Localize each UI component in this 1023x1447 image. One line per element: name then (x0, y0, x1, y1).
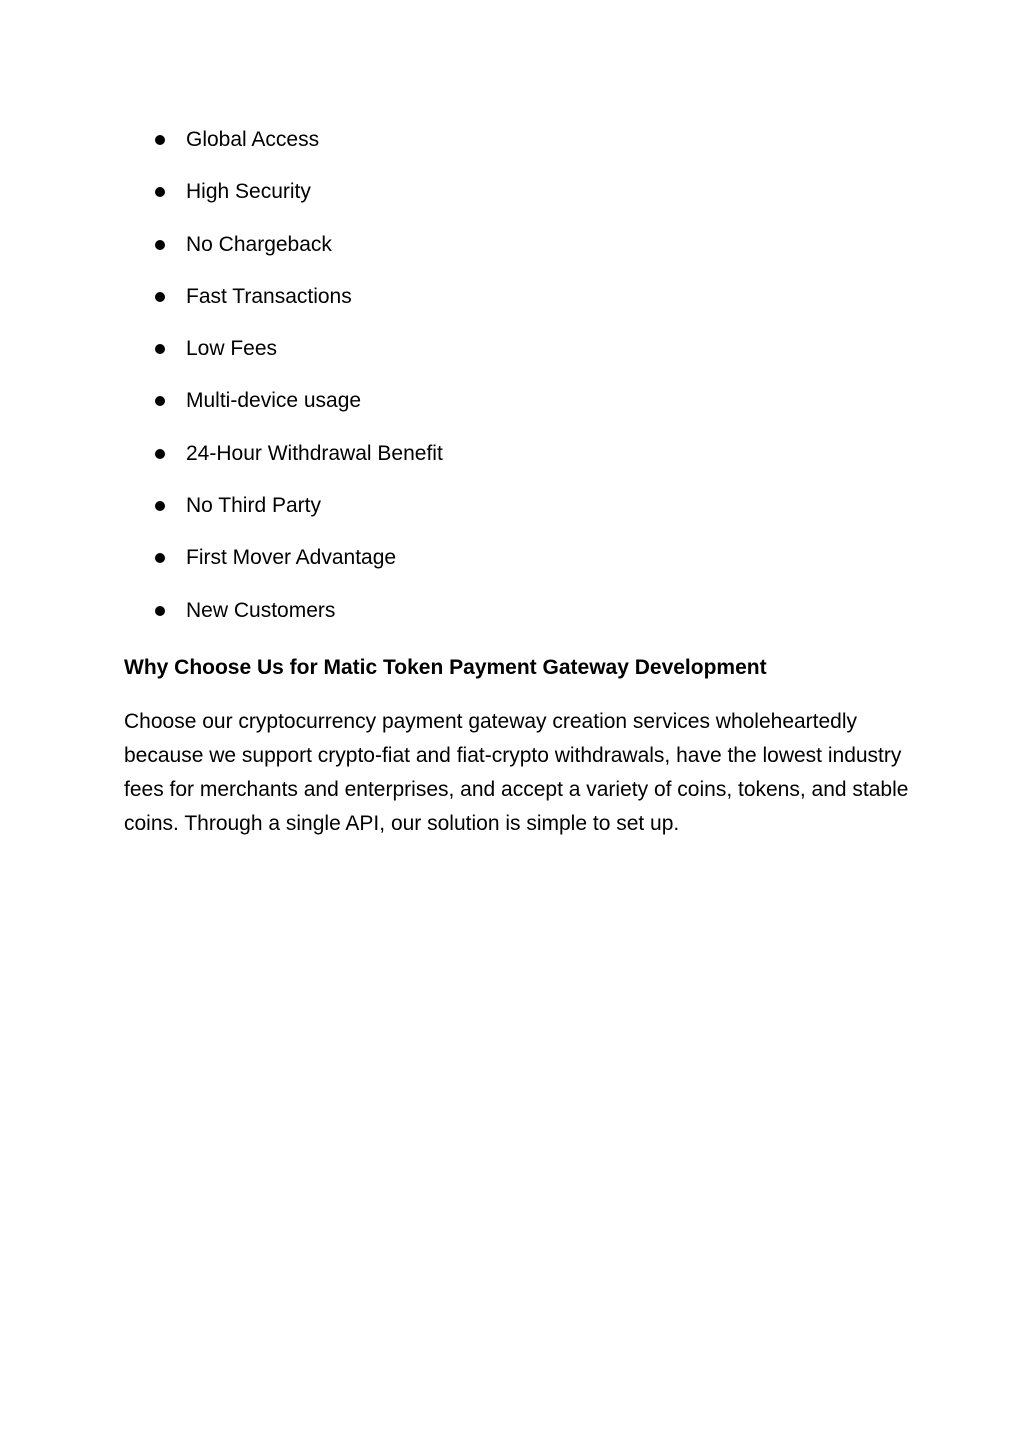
bullet-icon (155, 449, 165, 459)
benefits-list (152, 124, 443, 647)
list-item (152, 542, 443, 594)
list-item (152, 595, 443, 647)
list-item-text: No Chargeback (186, 232, 332, 256)
list-item-text: No Third Party (186, 494, 321, 518)
list-item-text: High Security (186, 180, 311, 204)
list-item (152, 281, 443, 333)
list-item-text: Multi-device usage (186, 389, 362, 413)
list-item-text: New Customers (186, 598, 336, 622)
bullet-icon (155, 344, 165, 354)
body-paragraph: Choose our cryptocurrency payment gateway creation services wholeheartedly because we support crypto-fiat and fiat-crypto withdrawals, have the lowest industry fees for merchants and enterprises, and accept a variety of coins, tokens, and stable coins. Through a single API, our solution is simple to set up. (124, 710, 909, 835)
list-item (152, 333, 443, 385)
list-item (152, 124, 443, 176)
bullet-icon (155, 396, 165, 406)
bullet-icon (155, 292, 165, 302)
bullet-icon (155, 135, 165, 145)
list-item (152, 385, 443, 437)
bullet-icon (155, 553, 165, 563)
list-item-text: Low Fees (186, 337, 278, 361)
list-item (152, 176, 443, 228)
bullet-icon (155, 240, 165, 250)
list-item-text: 24-Hour Withdrawal Benefit (186, 441, 443, 465)
list-item-text: Global Access (186, 128, 320, 151)
bullet-icon (155, 187, 165, 197)
list-item (152, 490, 443, 542)
list-item-text: First Mover Advantage (186, 546, 397, 570)
section-heading: Why Choose Us for Matic Token Payment Gateway Development (124, 656, 767, 679)
bullet-icon (155, 501, 165, 511)
list-item-text: Fast Transactions (186, 284, 352, 308)
bullet-icon (155, 606, 165, 616)
list-item (152, 438, 443, 490)
list-item (152, 229, 443, 281)
